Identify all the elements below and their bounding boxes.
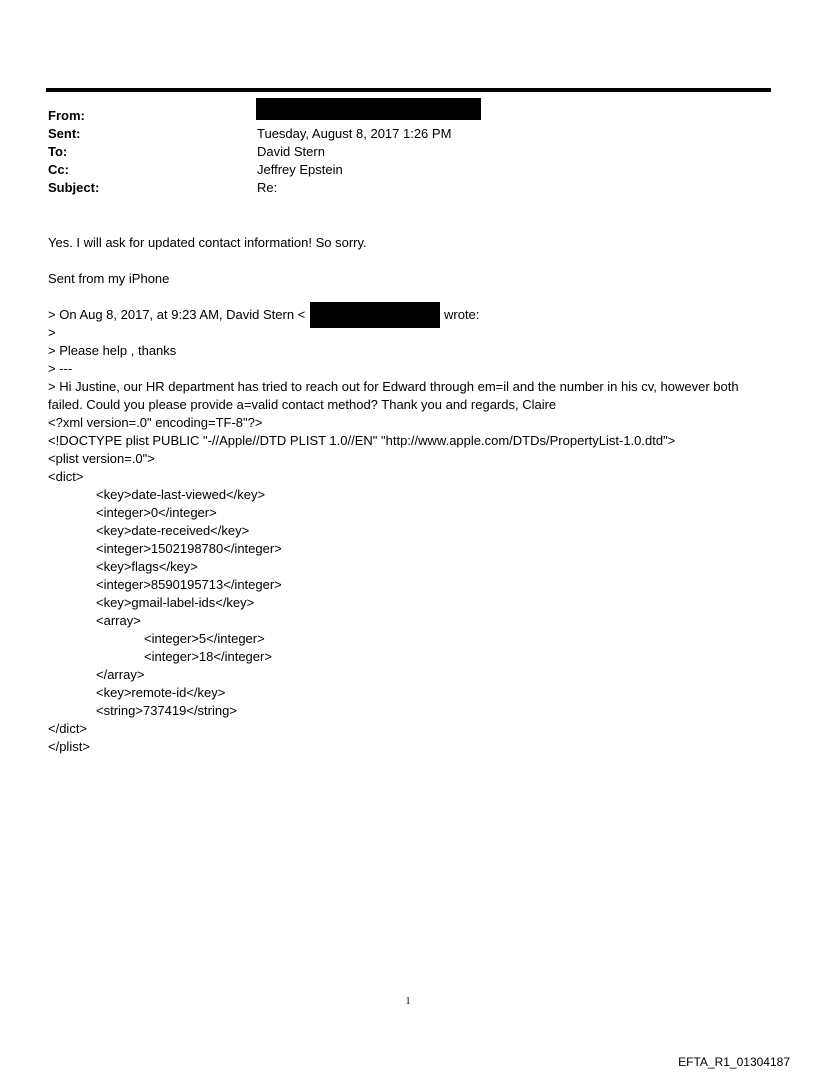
to-label: To: [48, 144, 68, 159]
quote-help-line: > Please help , thanks [48, 343, 177, 358]
cc-label: Cc: [48, 162, 69, 177]
reply-text: Yes. I will ask for updated contact information! So sorry. [48, 235, 367, 250]
subject-value: Re: [257, 180, 278, 195]
to-value: David Stern [257, 144, 325, 159]
plist-line: <key>gmail-label-ids</key> [96, 595, 255, 610]
plist-line: <key>flags</key> [96, 559, 198, 574]
sent-label: Sent: [48, 126, 81, 141]
header-rule [46, 88, 771, 92]
redaction-block-email [310, 302, 440, 328]
plist-line: <plist version=.0"> [48, 451, 155, 466]
subject-label: Subject: [48, 180, 100, 195]
plist-line: <integer>1502198780</integer> [96, 541, 282, 556]
quote-separator-line: > --- [48, 361, 73, 376]
bates-number: EFTA_R1_01304187 [678, 1055, 790, 1069]
quote-intro-end: wrote: [444, 307, 480, 322]
signature-text: Sent from my iPhone [48, 271, 170, 286]
plist-line: <integer>5</integer> [144, 631, 265, 646]
plist-line: <integer>0</integer> [96, 505, 217, 520]
plist-line: </dict> [48, 721, 88, 736]
plist-line: <array> [96, 613, 141, 628]
sent-value: Tuesday, August 8, 2017 1:26 PM [257, 126, 452, 141]
quote-blank-line: > [48, 325, 56, 340]
plist-line: <?xml version=.0" encoding=TF-8"?> [48, 415, 263, 430]
plist-line: <!DOCTYPE plist PUBLIC "-//Apple//DTD PLIST 1.0//EN" "http://www.apple.com/DTDs/PropertyList-1.0.dtd"> [48, 433, 676, 448]
plist-line: <dict> [48, 469, 84, 484]
from-label: From: [48, 108, 85, 123]
plist-line: <key>date-last-viewed</key> [96, 487, 266, 502]
plist-line: <integer>8590195713</integer> [96, 577, 282, 592]
plist-line: <key>date-received</key> [96, 523, 250, 538]
page-number: 1 [405, 996, 411, 1007]
plist-line: <integer>18</integer> [144, 649, 272, 664]
plist-line: </plist> [48, 739, 90, 754]
redaction-block-sender [256, 98, 481, 120]
quote-message-line-2: failed. Could you please provide a=valid contact method? Thank you and regards, Claire [48, 397, 557, 412]
plist-line: <key>remote-id</key> [96, 685, 226, 700]
plist-line: </array> [96, 667, 145, 682]
quote-message-line-1: > Hi Justine, our HR department has tried to reach out for Edward through em=il and the number in his cv, however both [48, 379, 739, 394]
quote-intro-start: > On Aug 8, 2017, at 9:23 AM, David Stern < [48, 307, 306, 322]
plist-line: <string>737419</string> [96, 703, 237, 718]
cc-value: Jeffrey Epstein [257, 162, 343, 177]
